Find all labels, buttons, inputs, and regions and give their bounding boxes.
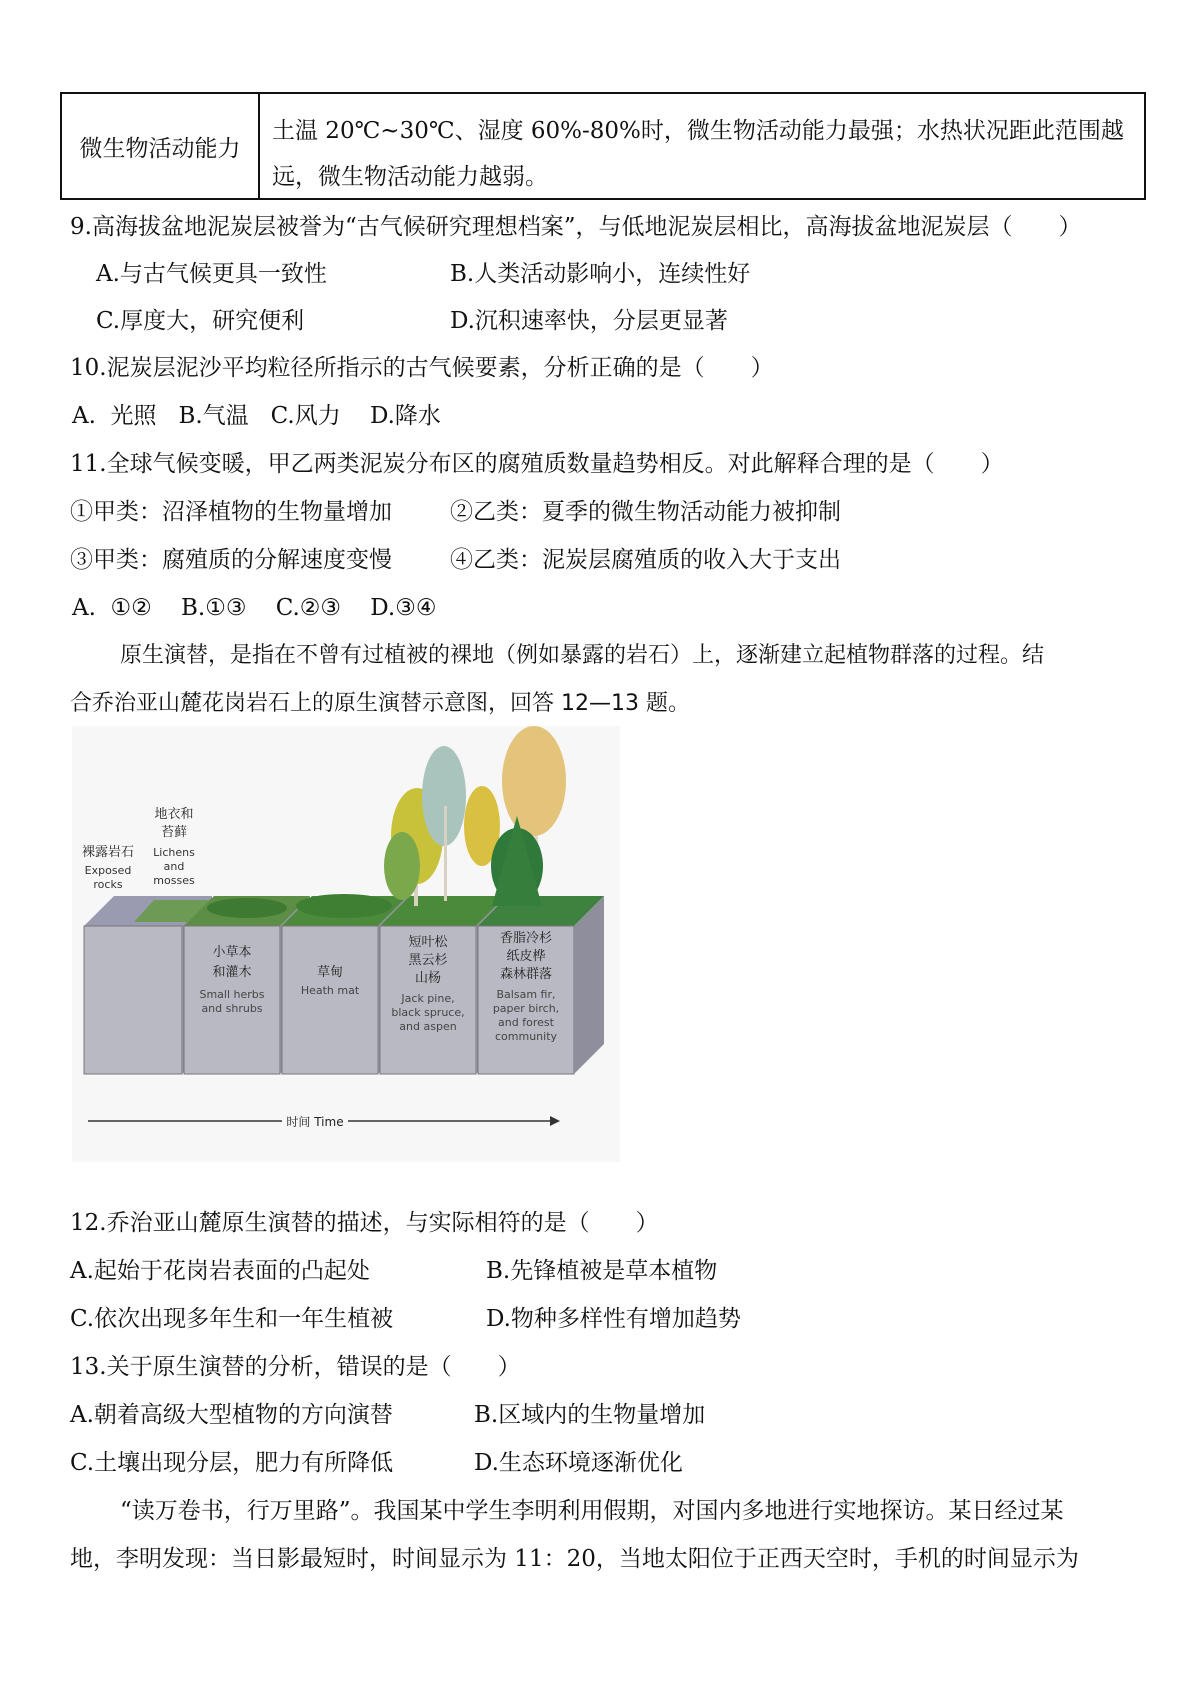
stage5-en-label-2: black spruce, <box>391 1006 465 1019</box>
stage2-en-label-1: Lichens <box>153 846 195 859</box>
q11-statement-4: ④乙类：泥炭层腐殖质的收入大于支出 <box>450 547 841 573</box>
stage6-en-label-1: Balsam fir, <box>496 988 556 1001</box>
succession-svg <box>72 726 620 1162</box>
stage2-en-label-3: mosses <box>153 874 195 887</box>
stage6-cn-label-3: 森林群落 <box>499 967 553 982</box>
table-text-cell: 土温 20℃~30℃、湿度 60%-80%时，微生物活动能力最强；水热状况距此范围越远，微生物活动能力越弱。 <box>272 118 1124 190</box>
stage4-en-label: Heath mat <box>300 984 360 997</box>
q13-option-c: C.土壤出现分层，肥力有所降低 <box>70 1450 394 1476</box>
stage1-cn-label: 裸露岩石 <box>81 845 135 860</box>
stage3-cn-label-1: 小草本 <box>212 945 252 960</box>
stage3-cn-label-2: 和灌木 <box>212 965 252 980</box>
q11-statement-3: ③甲类：腐殖质的分解速度变慢 <box>70 547 392 573</box>
info-table-row <box>60 92 1146 200</box>
q9-option-b: B.人类活动影响小，连续性好 <box>450 261 751 287</box>
q10-options: A. 光照 B.气温 C.风力 D.降水 <box>72 403 441 429</box>
stage1-en-label-2: rocks <box>93 878 123 891</box>
intro2-line-2: 地，李明发现：当日影最短时，时间显示为 11：20，当地太阳位于正西天空时，手机的时间显示为 <box>70 1546 1079 1572</box>
intro-paragraph-line-1: 原生演替，是指在不曾有过植被的裸地（例如暴露的岩石）上，逐渐建立起植物群落的过程。结 <box>120 643 1045 668</box>
stage6-en-label-3: and forest <box>498 1016 554 1029</box>
table-label-cell: 微生物活动能力 <box>62 94 260 198</box>
q13-option-a: A.朝着高级大型植物的方向演替 <box>70 1402 393 1428</box>
stage2-cn-label-1: 地衣和 <box>154 807 194 822</box>
stage5-cn-label-3: 山杨 <box>414 971 442 986</box>
stage5-en-label-1: Jack pine, <box>401 992 455 1005</box>
stage4-cn-label: 草甸 <box>316 965 344 980</box>
stage6-en-label-4: community <box>494 1030 558 1043</box>
intro2-line-1: “读万卷书，行万里路”。我国某中学生李明利用假期，对国内多地进行实地探访。某日经过某 <box>120 1498 1064 1524</box>
stage6-cn-label-2: 纸皮桦 <box>506 949 546 964</box>
q13-option-d: D.生态环境逐渐优化 <box>474 1450 683 1476</box>
q13-stem: 13.关于原生演替的分析，错误的是（ ） <box>70 1354 521 1380</box>
q12-option-d: D.物种多样性有增加趋势 <box>486 1306 741 1332</box>
q9-stem: 9.高海拔盆地泥炭层被誉为“古气候研究理想档案”，与低地泥炭层相比，高海拔盆地泥炭层（ ） <box>70 214 1082 240</box>
grass-stage-4 <box>296 894 392 918</box>
stage5-cn-label-1: 短叶松 <box>408 935 448 950</box>
stage3-en-label-2: and shrubs <box>201 1002 263 1015</box>
q12-option-b: B.先锋植被是草本植物 <box>486 1258 718 1284</box>
q13-option-b: B.区域内的生物量增加 <box>474 1402 706 1428</box>
stage2-cn-label-2: 苔藓 <box>160 825 188 840</box>
block-forest-community <box>478 896 604 1074</box>
herbs-stage-3 <box>207 898 287 918</box>
q12-option-a: A.起始于花岗岩表面的凸起处 <box>70 1258 370 1284</box>
q11-stem: 11.全球气候变暖，甲乙两类泥炭分布区的腐殖质数量趋势相反。对此解释合理的是（ ） <box>70 451 1004 477</box>
stage5-en-label-3: and aspen <box>399 1020 457 1033</box>
stage6-cn-label-1: 香脂冷杉 <box>499 931 553 946</box>
q12-stem: 12.乔治亚山麓原生演替的描述，与实际相符的是（ ） <box>70 1210 659 1236</box>
q11-statement-1: ①甲类：沼泽植物的生物量增加 <box>70 499 392 525</box>
q10-stem: 10.泥炭层泥沙平均粒径所指示的古气候要素，分析正确的是（ ） <box>70 355 774 381</box>
stage2-en-label-2: and <box>163 860 185 873</box>
stage1-en-label-1: Exposed <box>84 864 132 877</box>
q11-statement-2: ②乙类：夏季的微生物活动能力被抑制 <box>450 499 841 525</box>
stage5-cn-label-2: 黑云杉 <box>408 953 448 968</box>
q12-option-c: C.依次出现多年生和一年生植被 <box>70 1306 394 1332</box>
succession-diagram <box>72 726 620 1162</box>
stage3-en-label-1: Small herbs <box>199 988 265 1001</box>
time-axis-label: 时间 Time <box>286 1115 344 1129</box>
q9-option-d: D.沉积速率快，分层更显著 <box>450 308 728 334</box>
q9-option-a: A.与古气候更具一致性 <box>96 261 327 287</box>
stage6-en-label-2: paper birch, <box>492 1002 560 1015</box>
intro-paragraph-line-2: 合乔治亚山麓花岗岩石上的原生演替示意图，回答 12—13 题。 <box>70 691 690 716</box>
q9-option-c: C.厚度大，研究便利 <box>96 308 305 334</box>
q11-options: A. ①② B.①③ C.②③ D.③④ <box>72 595 437 621</box>
